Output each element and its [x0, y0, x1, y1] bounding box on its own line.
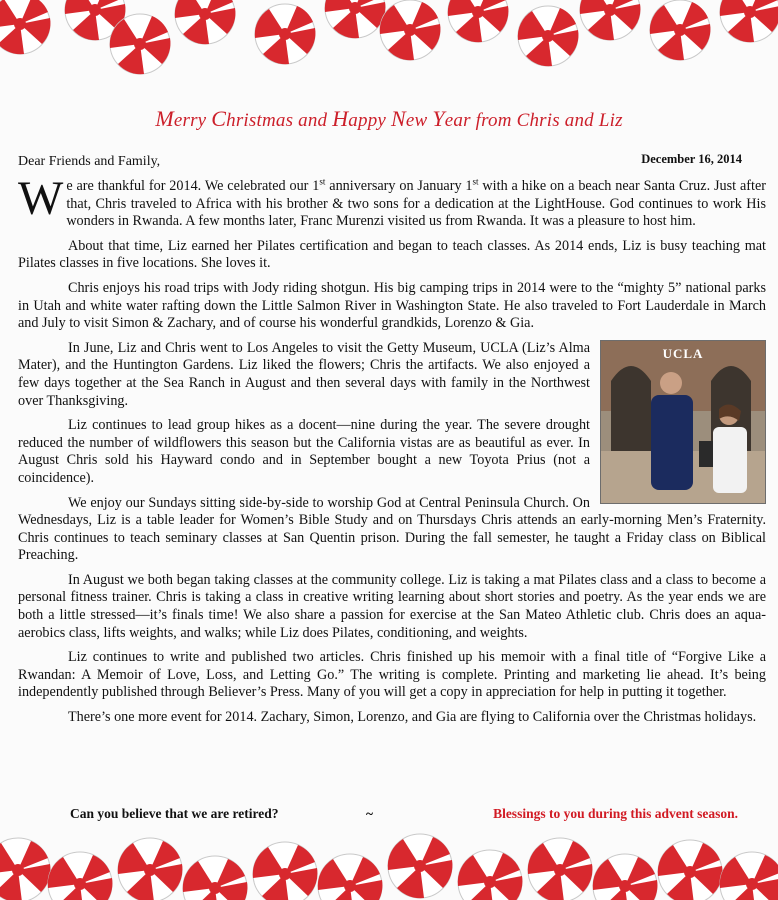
peppermint-candy-icon [0, 0, 778, 80]
paragraph-7: In August we both began taking classes at the community college. Liz is taking a mat Pilates class and a class to become a personal fitness trainer. Chris is taking a class in creative writing learning about short stories and poetry. As the year ends we are both a little stressed—it’s finals time! We also share a passion for exercise at the San Mateo Athletic club. Chris does an aqua-aerobics class, lifts weights, and walks; while Liz does Pilates, conditioning, and weights. [18, 571, 766, 641]
paragraph-3: Chris enjoys his road trips with Jody riding shotgun. His big camping trips in 2014 were to the “mighty 5” national parks in Utah and white water rafting down the Little Salmon River in Washington State. He also traveled to Fort Lauderdale in March and July to visit Simon & Zachary, and of course his wonderful grandkids, Lorenzo & Gia. [18, 279, 766, 332]
peppermint-candy-icon [0, 822, 778, 900]
photo-image [601, 341, 765, 503]
paragraph-2: About that time, Liz earned her Pilates certification and began to teach classes. As 2014 ends, Liz is busy teaching mat Pilates classes in five locations. She loves it. [18, 237, 766, 272]
drop-cap: W [18, 172, 64, 225]
paragraph-1: We are thankful for 2014. We celebrated our 1st anniversary on January 1st with a hike on a beach near Santa Cruz. Just after that, Chris traveled to Africa with his brother & two sons for a dedication at the LightHouse. God continues to work His wonders in Rwanda. A few months later, Franc Murenzi visited us from Rwanda. It was a pleasure to host him. [18, 172, 766, 230]
paragraph-9: There’s one more event for 2014. Zachary, Simon, Lorenzo, and Gia are flying to California over the Christmas holidays. [68, 709, 757, 726]
ucla-photo [600, 340, 766, 504]
greeting: Dear Friends and Family, [18, 154, 161, 169]
closing-separator: ~ [366, 806, 374, 821]
paragraph-4: In June, Liz and Chris went to Los Angeles to visit the Getty Museum, UCLA (Liz’s Alma Mater), and the Huntington Gardens. Liz liked the flowers; Chris the artifacts. We also enjoyed a few days together at the Sea Ranch in August and then several days with family in the Northwest over Thanksgiving. [18, 339, 590, 409]
letter-title: Merry Christmas and Happy New Year from Chris and Liz [155, 106, 623, 131]
photo-caption: UCLA [662, 345, 704, 361]
letter-date: December 16, 2014 [641, 152, 742, 166]
closing-question: Can you believe that we are retired? [70, 806, 279, 821]
letter-body [18, 172, 766, 734]
paragraph-8: Liz continues to write and published two articles. Chris finished up his memoir with a final title of “Forgive Like a Rwandan: A Memoir of Love, Loss, and Letting Go.” The writing is complete. Printing and marketing lie ahead. It’s being independently published through Believer’s Press. Many of you will get a copy in appreciation for help in putting it together. [18, 649, 766, 701]
closing-blessing: Blessings to you during this advent season. [493, 806, 738, 821]
paragraph-5: Liz continues to lead group hikes as a docent—nine during the year. The severe drought reduced the number of wildflowers this season but the California vistas are as beautiful as ever. In August Chris sold his Hayward condo and in September bought a new Toyota Prius (not a coincidence). [18, 417, 590, 486]
paragraph-6: We enjoy our Sundays sitting side-by-side to worship God at Central Peninsula Church. On Wednesdays, Liz is a table leader for Women’s Bible Study and on Thursdays Chris attends an early-morning Men’s Fraternity. Chris continues to teach seminary classes at San Quentin prison. During the fall semester, he taught a Friday class on Biblical Preaching. [18, 494, 766, 564]
candy-border-bottom [0, 822, 778, 900]
candy-border-top [0, 0, 778, 80]
